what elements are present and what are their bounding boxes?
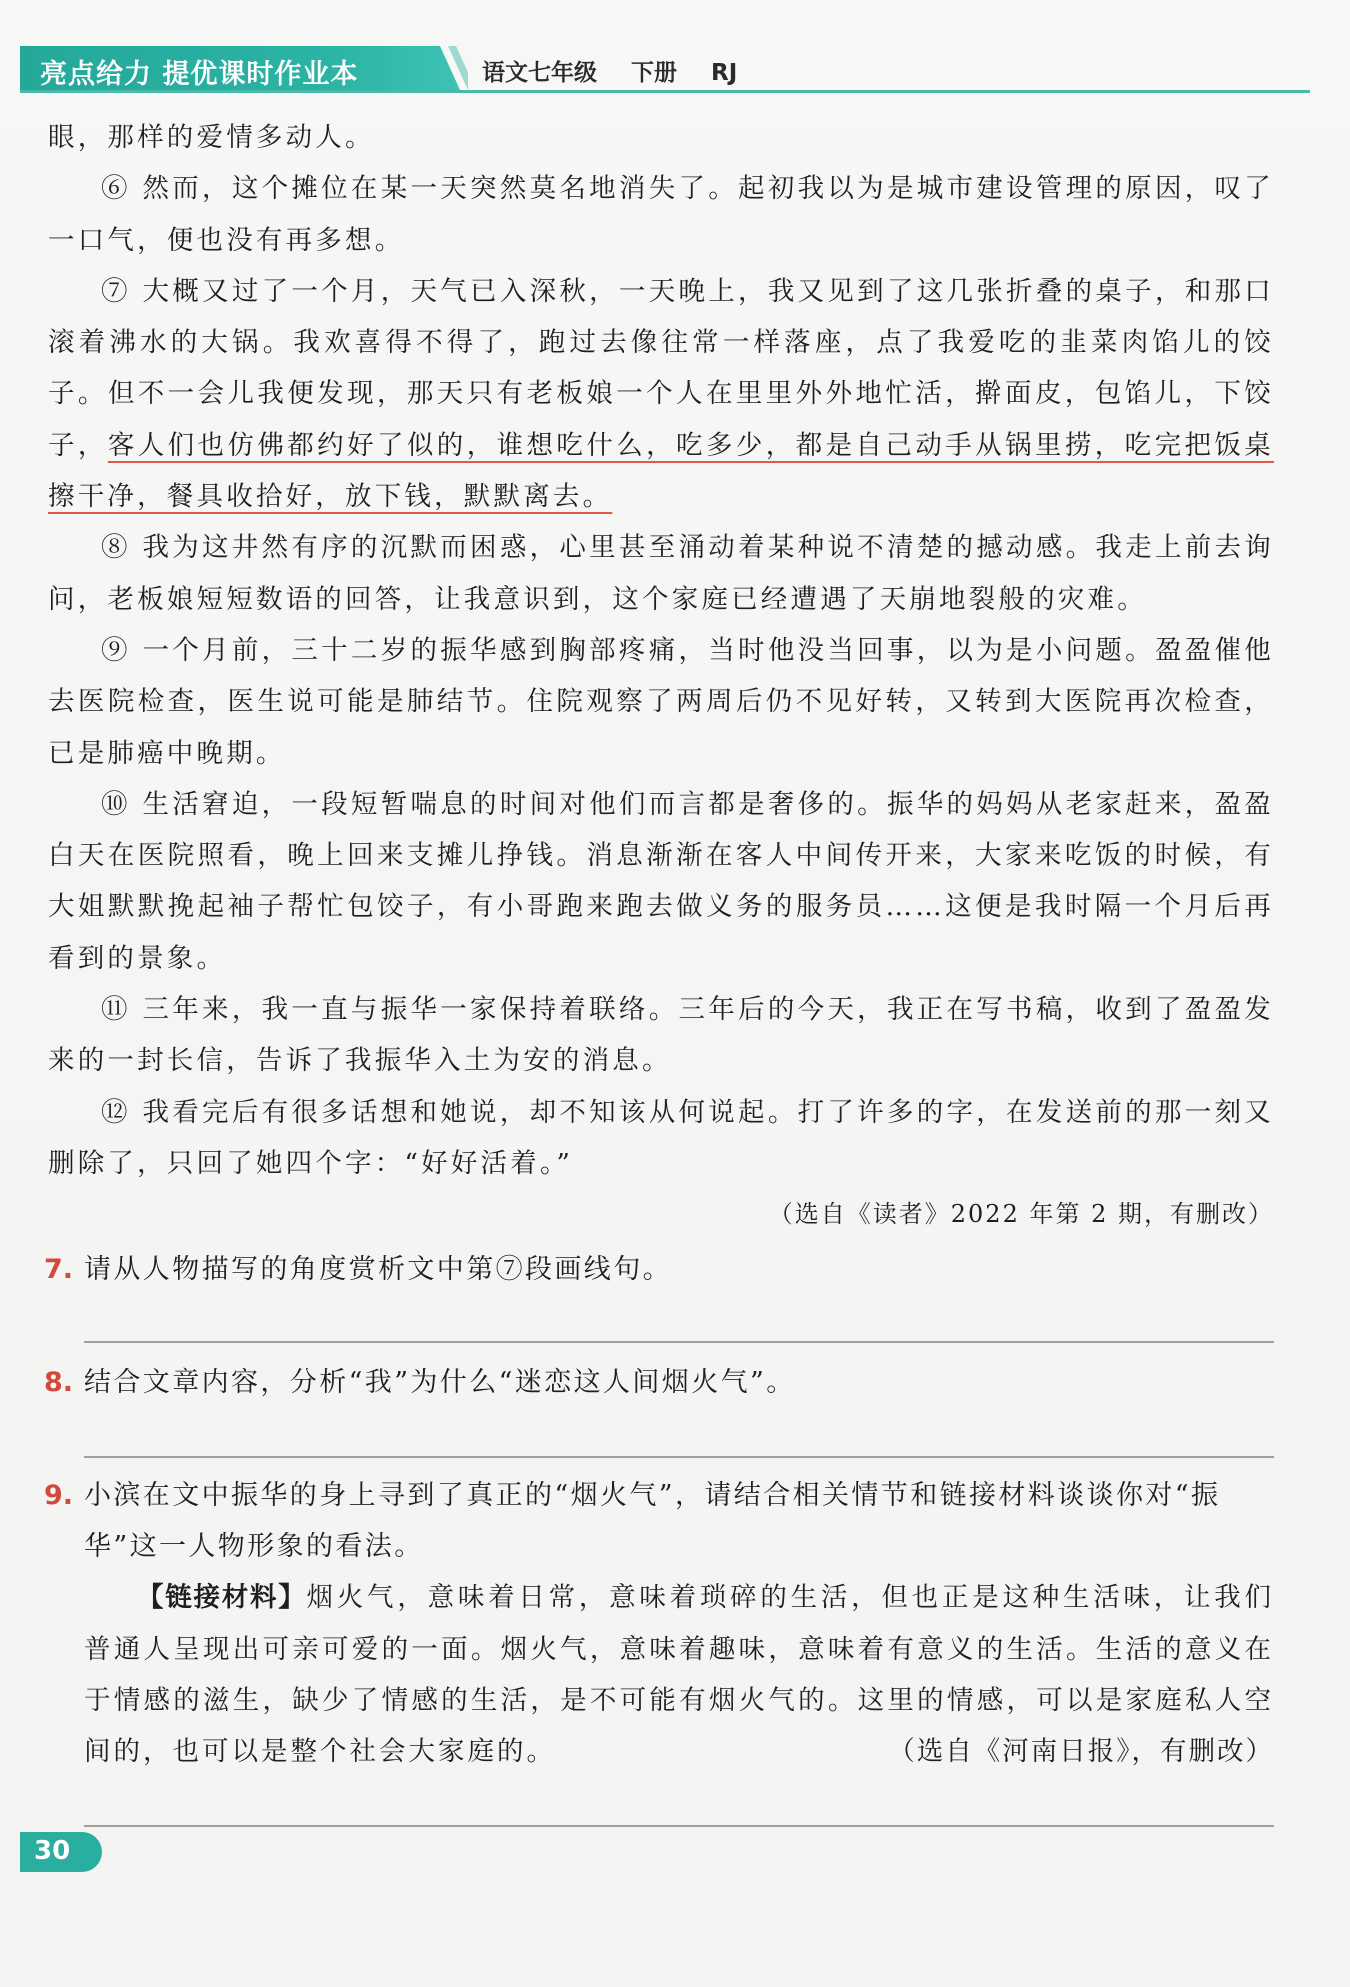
question-text: 请从人物描写的角度赏析文中第⑦段画线句。 xyxy=(84,1254,672,1286)
question-7 xyxy=(44,1244,1274,1295)
paragraph-12: ⑫ 我看完后有很多话想和她说，却不知该从何说起。打了许多的字，在发送前的那一刻又删除了，只回了她四个字：“好好活着。” xyxy=(48,1096,1274,1179)
link-material-label: 【链接材料】 xyxy=(137,1582,307,1614)
paragraph-5-tail: 眼，那样的爱情多动人。 xyxy=(48,122,375,153)
paragraph-11: ⑪ 三年来，我一直与振华一家保持着联络。三年后的今天，我正在写书稿，收到了盈盈发来的一封长信，告诉了我振华入土为安的消息。 xyxy=(48,994,1274,1077)
link-material xyxy=(48,1572,1274,1777)
answer-line-9[interactable] xyxy=(84,1825,1274,1827)
paragraph-7-text: ⑦ 大概又过了一个月，天气已入深秋，一天晚上，我又见到了这几张折叠的桌子，和那口滚着沸水的大锅。我欢喜得不得了，跑过去像往常一样落座，点了我爱吃的韭菜肉馅儿的饺子。但不一会儿我便发现，那天只有老板娘一个人在里里外外地忙活，擀面皮，包馅儿，下饺子， xyxy=(48,275,1274,461)
page-number: 30 xyxy=(34,1836,71,1866)
book-info xyxy=(482,54,763,87)
question-number: 7. xyxy=(44,1254,74,1286)
paragraph-6: ⑥ 然而，这个摊位在某一天突然莫名地消失了。起初我以为是城市建设管理的原因，叹了一口气，便也没有再多想。 xyxy=(48,173,1274,256)
article-content xyxy=(44,112,1275,1827)
paragraph-8: ⑧ 我为这井然有序的沉默而困惑，心里甚至涌动着某种说不清楚的撼动感。我走上前去询问，老板娘短短数语的回答，让我意识到，这个家庭已经遭遇了天崩地裂般的灾难。 xyxy=(48,532,1274,615)
paragraph-7 xyxy=(48,266,1274,522)
volume-label: 下册 xyxy=(631,60,678,86)
brand-title: 亮点给力 提优课时作业本 xyxy=(40,59,359,90)
article-source: （选自《读者》2022 年第 2 期，有删改） xyxy=(768,1200,1274,1229)
question-number: 8. xyxy=(44,1367,74,1399)
page-header xyxy=(20,46,1310,90)
underlined-sentence: 客人们也仿佛都约好了似的，谁想吃什么，吃多少，都是自己动手从锅里捞，吃完把饭桌擦干净，餐具收拾好，放下钱，默默离去。 xyxy=(48,429,1274,513)
question-9 xyxy=(44,1470,1274,1572)
question-text: 小滨在文中振华的身上寻到了真正的“烟火气”，请结合相关情节和链接材料谈谈你对“振华”这一人物形象的看法。 xyxy=(84,1480,1221,1563)
paragraph-10: ⑩ 生活窘迫，一段短暂喘息的时间对他们而言都是奢侈的。振华的妈妈从老家赶来，盈盈白天在医院照看，晚上回来支摊儿挣钱。消息渐渐在客人中间传开来，大家来吃饭的时候，有大姐默默挽起袖子帮忙包饺子，有小哥跑来跑去做义务的服务员……这便是我时隔一个月后再看到的景象。 xyxy=(48,788,1274,974)
question-8 xyxy=(44,1357,1274,1408)
question-text: 结合文章内容，分析“我”为什么“迷恋这人间烟火气”。 xyxy=(84,1367,796,1399)
edition-label: RJ xyxy=(711,60,738,86)
header-divider xyxy=(20,90,1310,93)
question-number: 9. xyxy=(44,1480,74,1512)
link-material-text xyxy=(84,1572,1274,1777)
subject-label: 语文七年级 xyxy=(482,60,597,86)
page-number-badge xyxy=(20,1832,102,1872)
link-material-body: 烟火气，意味着日常，意味着琐碎的生活，但也正是这种生活味，让我们普通人呈现出可亲可爱的一面。烟火气，意味着趣味，意味着有意义的生活。生活的意义在于情感的滋生，缺少了情感的生活，是不可能有烟火气的。这里的情感，可以是家庭私人空间的，也可以是整个社会大家庭的。 xyxy=(84,1582,1275,1768)
link-material-source: （选自《河南日报》，有删改） xyxy=(888,1736,1274,1768)
answer-line-7[interactable] xyxy=(84,1341,1274,1343)
paragraph-9: ⑨ 一个月前，三十二岁的振华感到胸部疼痛，当时他没当回事，以为是小问题。盈盈催他去医院检查，医生说可能是肺结节。住院观察了两周后仍不见好转，又转到大医院再次检查，已是肺癌中晚期。 xyxy=(48,634,1274,769)
answer-line-8[interactable] xyxy=(84,1456,1274,1458)
